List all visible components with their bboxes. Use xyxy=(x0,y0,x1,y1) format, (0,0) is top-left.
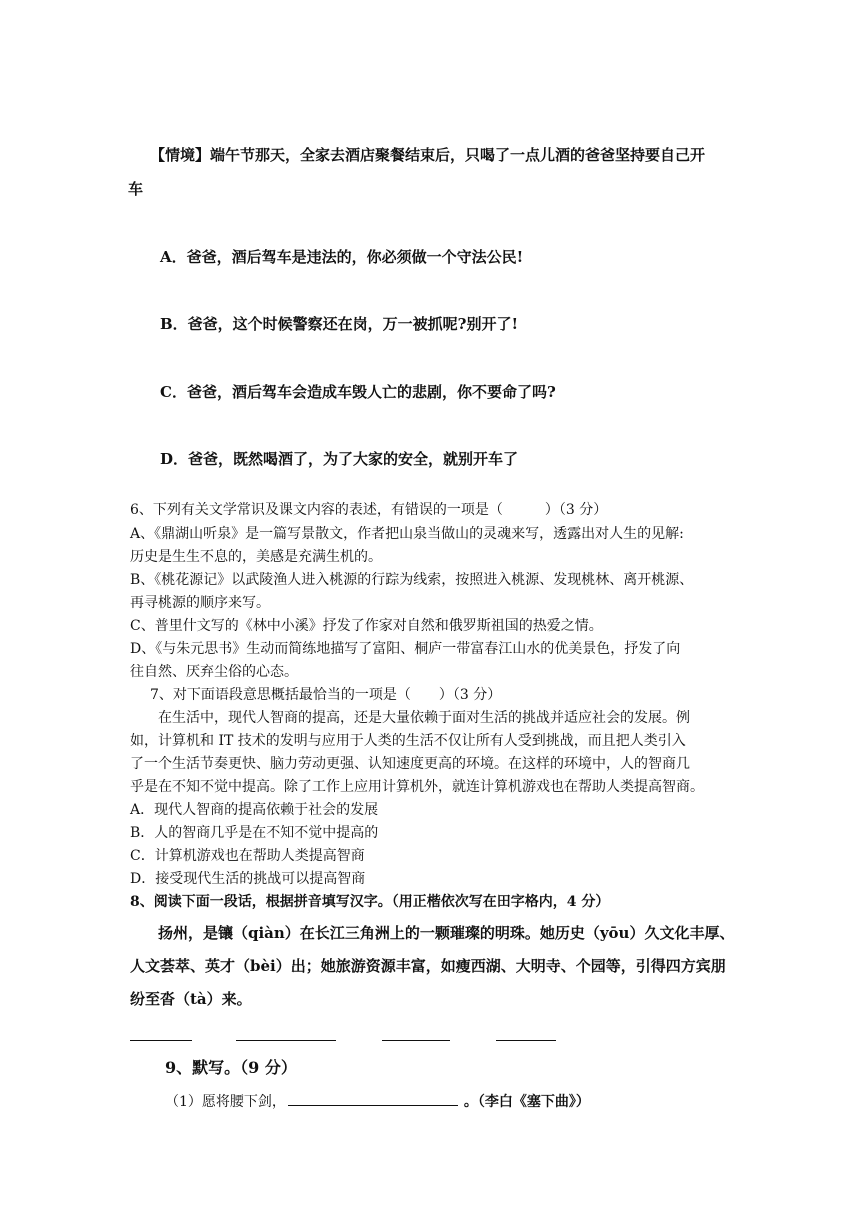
situation-option-d: D．爸爸，既然喝酒了，为了大家的安全，就别开车了 xyxy=(160,450,519,468)
situation-option-c: C．爸爸，酒后驾车会造成车毁人亡的悲剧，你不要命了吗? xyxy=(160,383,556,401)
q8-passage-line: 纷至沓（tà）来。 xyxy=(130,990,252,1008)
q6-stem: 6、下列有关文学常识及课文内容的表述，有错误的一项是（ ）（3 分） xyxy=(130,502,608,518)
q7-passage-line: 乎是在不知不觉中提高。除了工作上应用计算机外，就连计算机游戏也在帮助人类提高智商。 xyxy=(130,779,704,795)
q6-line: D、《与朱元思书》生动而简练地描写了富阳、桐庐一带富春江山水的优美景色，抒发了向 xyxy=(130,641,681,657)
situation-line-2: 车 xyxy=(128,180,144,198)
q7-passage-line: 在生活中，现代人智商的提高，还是大量依赖于面对生活的挑战并适应社会的发展。例 xyxy=(158,710,690,726)
q7-passage-line: 了一个生活节奏更快、脑力劳动更强、认知速度更高的环境。在这样的环境中，人的智商几 xyxy=(130,756,690,772)
answer-blank[interactable] xyxy=(496,1040,556,1041)
q9-title: 9、默写。（9 分） xyxy=(165,1058,297,1077)
q6-line: 历史是生生不息的，美感是充满生机的。 xyxy=(130,549,382,565)
answer-blank[interactable] xyxy=(130,1040,192,1041)
q7-passage-line: 如，计算机和 IT 技术的发明与应用于人类的生活不仅让所有人受到挑战，而且把人类引入 xyxy=(130,733,686,749)
answer-blank[interactable] xyxy=(382,1040,450,1041)
q8-passage-line: 扬州，是镶（qiàn）在长江三角洲上的一颗璀璨的明珠。她历史（yōu）久文化丰厚、 xyxy=(158,924,735,942)
situation-option-a: A．爸爸，酒后驾车是违法的，你必须做一个守法公民! xyxy=(160,248,524,266)
situation-option-b: B．爸爸，这个时候警察还在岗，万一被抓呢?别开了! xyxy=(160,315,519,333)
q9-item-1-prefix: （1）愿将腰下剑， xyxy=(165,1094,286,1110)
q6-line: C、普里什文写的《林中小溪》抒发了作家对自然和俄罗斯祖国的热爱之情。 xyxy=(130,618,603,634)
q7-option-b: B．人的智商几乎是在不知不觉中提高的 xyxy=(130,825,379,841)
situation-line-1: 【情境】端午节那天，全家去酒店聚餐结束后，只喝了一点儿酒的爸爸坚持要自己开 xyxy=(150,146,706,164)
q7-stem: 7、对下面语段意思概括最恰当的一项是（ ）（3 分） xyxy=(150,687,502,703)
q6-line: 再寻桃源的顺序来写。 xyxy=(130,595,270,611)
q9-item-1-blank[interactable] xyxy=(288,1104,458,1106)
q9-item-1-suffix: 。（李白《塞下曲》） xyxy=(463,1094,590,1110)
q7-option-d: D．接受现代生活的挑战可以提高智商 xyxy=(130,871,366,887)
q6-line: A、《鼎湖山听泉》是一篇写景散文，作者把山泉当做山的灵魂来写，透露出对人生的见解: xyxy=(130,526,684,542)
q7-option-c: C．计算机游戏也在帮助人类提高智商 xyxy=(130,848,365,864)
q7-option-a: A．现代人智商的提高依赖于社会的发展 xyxy=(130,802,379,818)
q6-line: B、《桃花源记》以武陵渔人进入桃源的行踪为线索，按照进入桃源、发现桃林、离开桃源、 xyxy=(130,572,694,588)
q6-line: 往自然、厌弃尘俗的心态。 xyxy=(130,664,298,680)
q8-stem: 8、阅读下面一段话，根据拼音填写汉字。（用正楷依次写在田字格内，4 分） xyxy=(130,894,610,910)
answer-blank[interactable] xyxy=(236,1040,336,1041)
q9-item-1 xyxy=(165,1095,590,1109)
q8-passage-line: 人文荟萃、英才（bèi）出；她旅游资源丰富，如瘦西湖、大明寺、个园等，引得四方宾朋 xyxy=(130,957,726,975)
